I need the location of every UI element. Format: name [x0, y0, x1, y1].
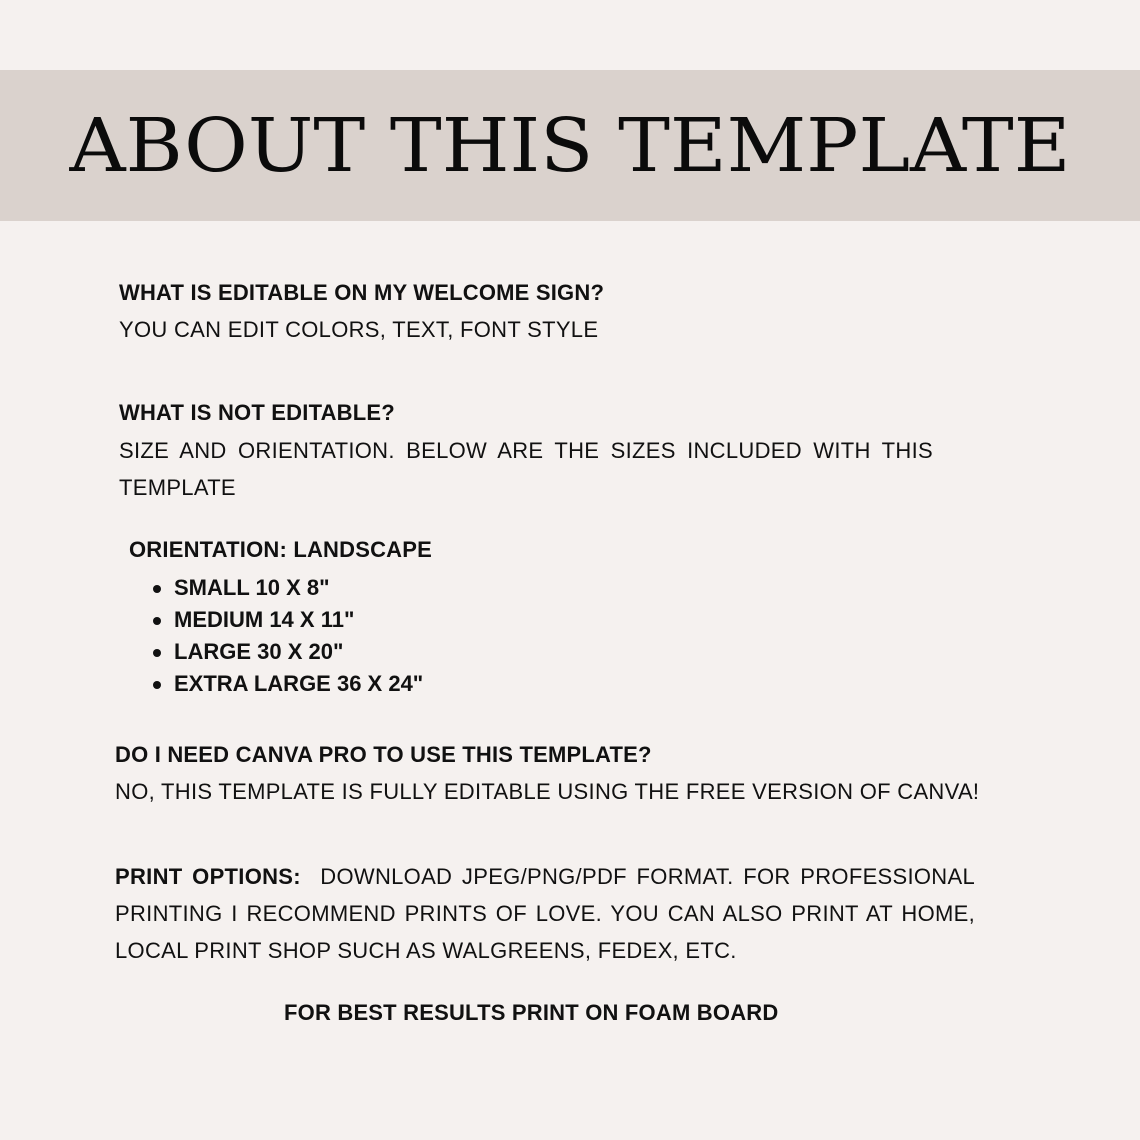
orientation-heading: ORIENTATION: LANDSCAPE [129, 537, 433, 562]
not-editable-answer: SIZE AND ORIENTATION. BELOW ARE THE SIZES INCLUDED WITH THIS TEMPLATE [119, 438, 933, 500]
editable-answer: YOU CAN EDIT COLORS, TEXT, FONT STYLE [119, 317, 599, 342]
page-title: ABOUT THIS TEMPLATE [69, 103, 1071, 189]
canva-pro-answer: NO, THIS TEMPLATE IS FULLY EDITABLE USING THE FREE VERSION OF CANVA! [115, 779, 980, 804]
canva-pro-question: DO I NEED CANVA PRO TO USE THIS TEMPLATE? [115, 742, 652, 767]
size-list-item [129, 572, 423, 604]
size-list-item [129, 668, 423, 700]
size-label: EXTRA LARGE 36 X 24" [174, 671, 424, 696]
editable-question: WHAT IS EDITABLE ON MY WELCOME SIGN? [119, 280, 605, 305]
print-options-label: PRINT OPTIONS: [115, 864, 301, 889]
size-label: SMALL 10 X 8" [174, 575, 330, 600]
bullet-icon [153, 617, 161, 625]
bullet-icon [153, 649, 161, 657]
footer-note: FOR BEST RESULTS PRINT ON FOAM BOARD [284, 1000, 779, 1025]
size-list-item [129, 636, 423, 668]
size-label: MEDIUM 14 X 11" [174, 607, 355, 632]
bullet-icon [153, 681, 161, 689]
size-label: LARGE 30 X 20" [174, 639, 344, 664]
size-list-item [129, 604, 423, 636]
print-options-text: DOWNLOAD JPEG/PNG/PDF FORMAT. FOR PROFESSIONAL PRINTING I RECOMMEND PRINTS OF LOVE. YOU CAN ALSO PRINT AT HOME, LOCAL PRINT SHOP SUCH AS WALGREENS, FEDEX, ETC. [115, 864, 976, 963]
bullet-icon [153, 585, 161, 593]
size-list [129, 572, 423, 700]
print-options-paragraph [115, 858, 975, 969]
not-editable-question: WHAT IS NOT EDITABLE? [119, 400, 395, 425]
